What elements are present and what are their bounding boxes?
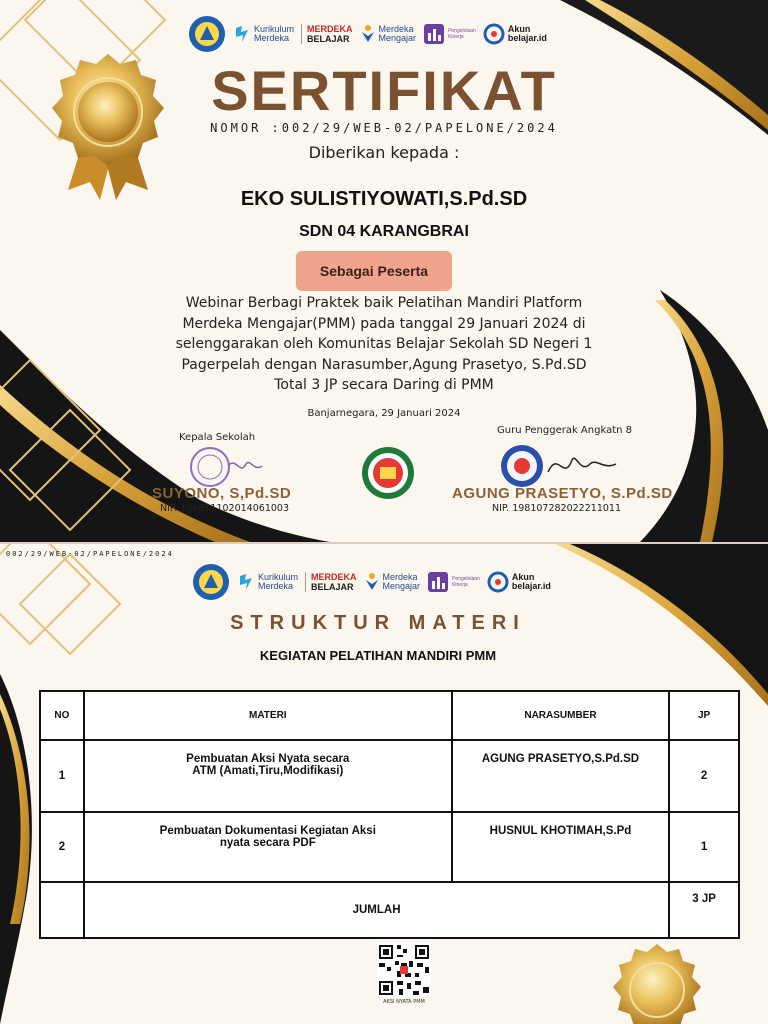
kurikulum-merdeka-logo: [237, 572, 298, 592]
pengelolaan-kinerja-logo: [427, 571, 480, 593]
materi-page-number: 002/29/WEB-02/PAPELONE/2024: [6, 550, 174, 558]
row-materi: [84, 812, 452, 882]
merdeka-mengajar-text-2: Mengajar: [382, 581, 421, 591]
akun-belajar-icon: [487, 571, 509, 593]
merdeka-mengajar-icon: [364, 572, 380, 592]
merdeka-belajar-text-2: BELAJAR: [307, 34, 350, 44]
merdeka-mengajar-logo: [360, 24, 417, 44]
kurikulum-text-2: Merdeka: [254, 33, 290, 43]
akun-belajar-text-2: belajar.id: [511, 581, 551, 591]
description-line: Pagerpelah dengan Narasumber,Agung Prasetyo, S.Pd.SD: [181, 356, 587, 373]
row-jp: 1: [669, 812, 739, 882]
header-narasumber: NARASUMBER: [452, 691, 670, 740]
materi-subtitle: KEGIATAN PELATIHAN MANDIRI PMM: [259, 648, 497, 663]
merdeka-mengajar-text-2: Mengajar: [378, 33, 417, 43]
row-jp: 2: [669, 740, 739, 812]
table-total-row: [40, 882, 739, 938]
table-row: [40, 812, 739, 882]
merdeka-belajar-logo: [305, 572, 357, 592]
right-signer-role: Guru Penggerak Angkatn 8: [497, 425, 633, 436]
description-line: Webinar Berbagi Praktek baik Pelatihan Mandiri Platform: [185, 295, 583, 311]
akun-belajar-logo: [483, 23, 547, 45]
certificate-number: NOMOR :002/29/WEB-02/PAPELONE/2024: [210, 121, 558, 135]
materi-page: [0, 544, 768, 1024]
materi-table: [39, 690, 740, 939]
tut-wuri-handayani-logo-icon: [188, 14, 226, 54]
akun-belajar-logo: [487, 571, 551, 593]
row-materi: [84, 740, 452, 812]
akun-belajar-text-1: Akun: [507, 24, 531, 34]
pengelolaan-kinerja-logo: [423, 23, 476, 45]
row-narasumber: AGUNG PRASETYO,S.Pd.SD: [452, 740, 670, 812]
kurikulum-text-1: Kurikulum: [258, 572, 299, 582]
materi-line: Pembuatan Aksi Nyata secara: [186, 753, 350, 765]
recipient-name: EKO SULISTIYOWATI,S.Pd.SD: [240, 188, 528, 210]
header-jp: JP: [669, 691, 739, 740]
total-label: JUMLAH: [84, 882, 669, 938]
table-row: [40, 740, 739, 812]
merdeka-belajar-text-1: MERDEKA: [307, 24, 353, 34]
place-date: Banjarnegara, 29 Januari 2024: [307, 408, 461, 419]
given-to-label: Diberikan kepada :: [308, 143, 460, 162]
qr-code-icon: [377, 943, 431, 997]
kurikulum-merdeka-icon: [237, 572, 255, 592]
qr-caption: AKSI NYATA PMM: [383, 999, 425, 1005]
total-empty-cell: [40, 882, 84, 938]
pengelolaan-kinerja-text-2: Kinerja: [452, 582, 468, 588]
merdeka-belajar-text-2: BELAJAR: [311, 582, 354, 592]
kurikulum-text-1: Kurikulum: [254, 24, 295, 34]
materi-line: nyata secara PDF: [219, 837, 316, 849]
materi-logo-bar: [192, 562, 551, 602]
merdeka-mengajar-text-1: Merdeka: [378, 24, 414, 34]
description-line: Total 3 JP secara Daring di PMM: [274, 377, 494, 393]
pengelolaan-kinerja-icon: [427, 571, 449, 593]
merdeka-mengajar-logo: [364, 572, 421, 592]
kurikulum-merdeka-icon: [233, 24, 251, 44]
community-seal-icon: [361, 446, 415, 500]
description-line: Merdeka Mengajar(PMM) pada tanggal 29 Januari 2024 di: [182, 315, 586, 332]
left-signer-role: Kepala Sekolah: [179, 432, 256, 443]
right-signer-name: AGUNG PRASETYO, S.Pd.SD: [452, 485, 673, 502]
row-no: 1: [40, 740, 84, 812]
header-no: NO: [40, 691, 84, 740]
logo-bar: [188, 14, 547, 54]
left-signer-nip: NIP. 196811102014061003: [160, 503, 289, 514]
table-header-row: [40, 691, 739, 740]
kurikulum-merdeka-logo: [233, 24, 294, 44]
recipient-school: SDN 04 KARANGBRAI: [299, 223, 469, 240]
pengelolaan-kinerja-text-2: Kinerja: [448, 34, 464, 40]
description-line: selenggarakan oleh Komunitas Belajar Sekolah SD Negeri 1: [175, 336, 593, 352]
pengelolaan-kinerja-text-1: Pengelolaan: [452, 576, 480, 582]
merdeka-belajar-logo: [301, 24, 353, 44]
row-narasumber: HUSNUL KHOTIMAH,S.Pd: [452, 812, 670, 882]
merdeka-mengajar-icon: [360, 24, 376, 44]
merdeka-mengajar-text-1: Merdeka: [382, 572, 418, 582]
participant-badge: Sebagai Peserta: [296, 251, 452, 291]
certificate-description: [150, 293, 618, 396]
row-no: 2: [40, 812, 84, 882]
materi-line: Pembuatan Dokumentasi Kegiatan Aksi: [159, 825, 376, 837]
akun-belajar-icon: [483, 23, 505, 45]
pengelolaan-kinerja-icon: [423, 23, 445, 45]
left-signer-name: SUYONO, S,Pd.SD: [152, 485, 292, 502]
guru-penggerak-stamp-icon: [500, 442, 620, 490]
header-materi: MATERI: [84, 691, 452, 740]
right-signer-nip: NIP. 198107282022211011: [492, 503, 621, 514]
total-jp: 3 JP: [669, 882, 739, 938]
tut-wuri-handayani-logo-icon: [192, 562, 230, 602]
akun-belajar-text-2: belajar.id: [507, 33, 547, 43]
certificate-title: SERTIFIKAT: [211, 59, 557, 122]
akun-belajar-text-1: Akun: [511, 572, 535, 582]
materi-line: ATM (Amati,Tiru,Modifikasi): [192, 765, 344, 777]
kurikulum-text-2: Merdeka: [258, 581, 294, 591]
merdeka-belajar-text-1: MERDEKA: [311, 572, 357, 582]
materi-title: STRUKTUR MATERI: [230, 612, 526, 634]
pengelolaan-kinerja-text-1: Pengelolaan: [448, 28, 476, 34]
school-stamp-icon: [188, 446, 268, 488]
